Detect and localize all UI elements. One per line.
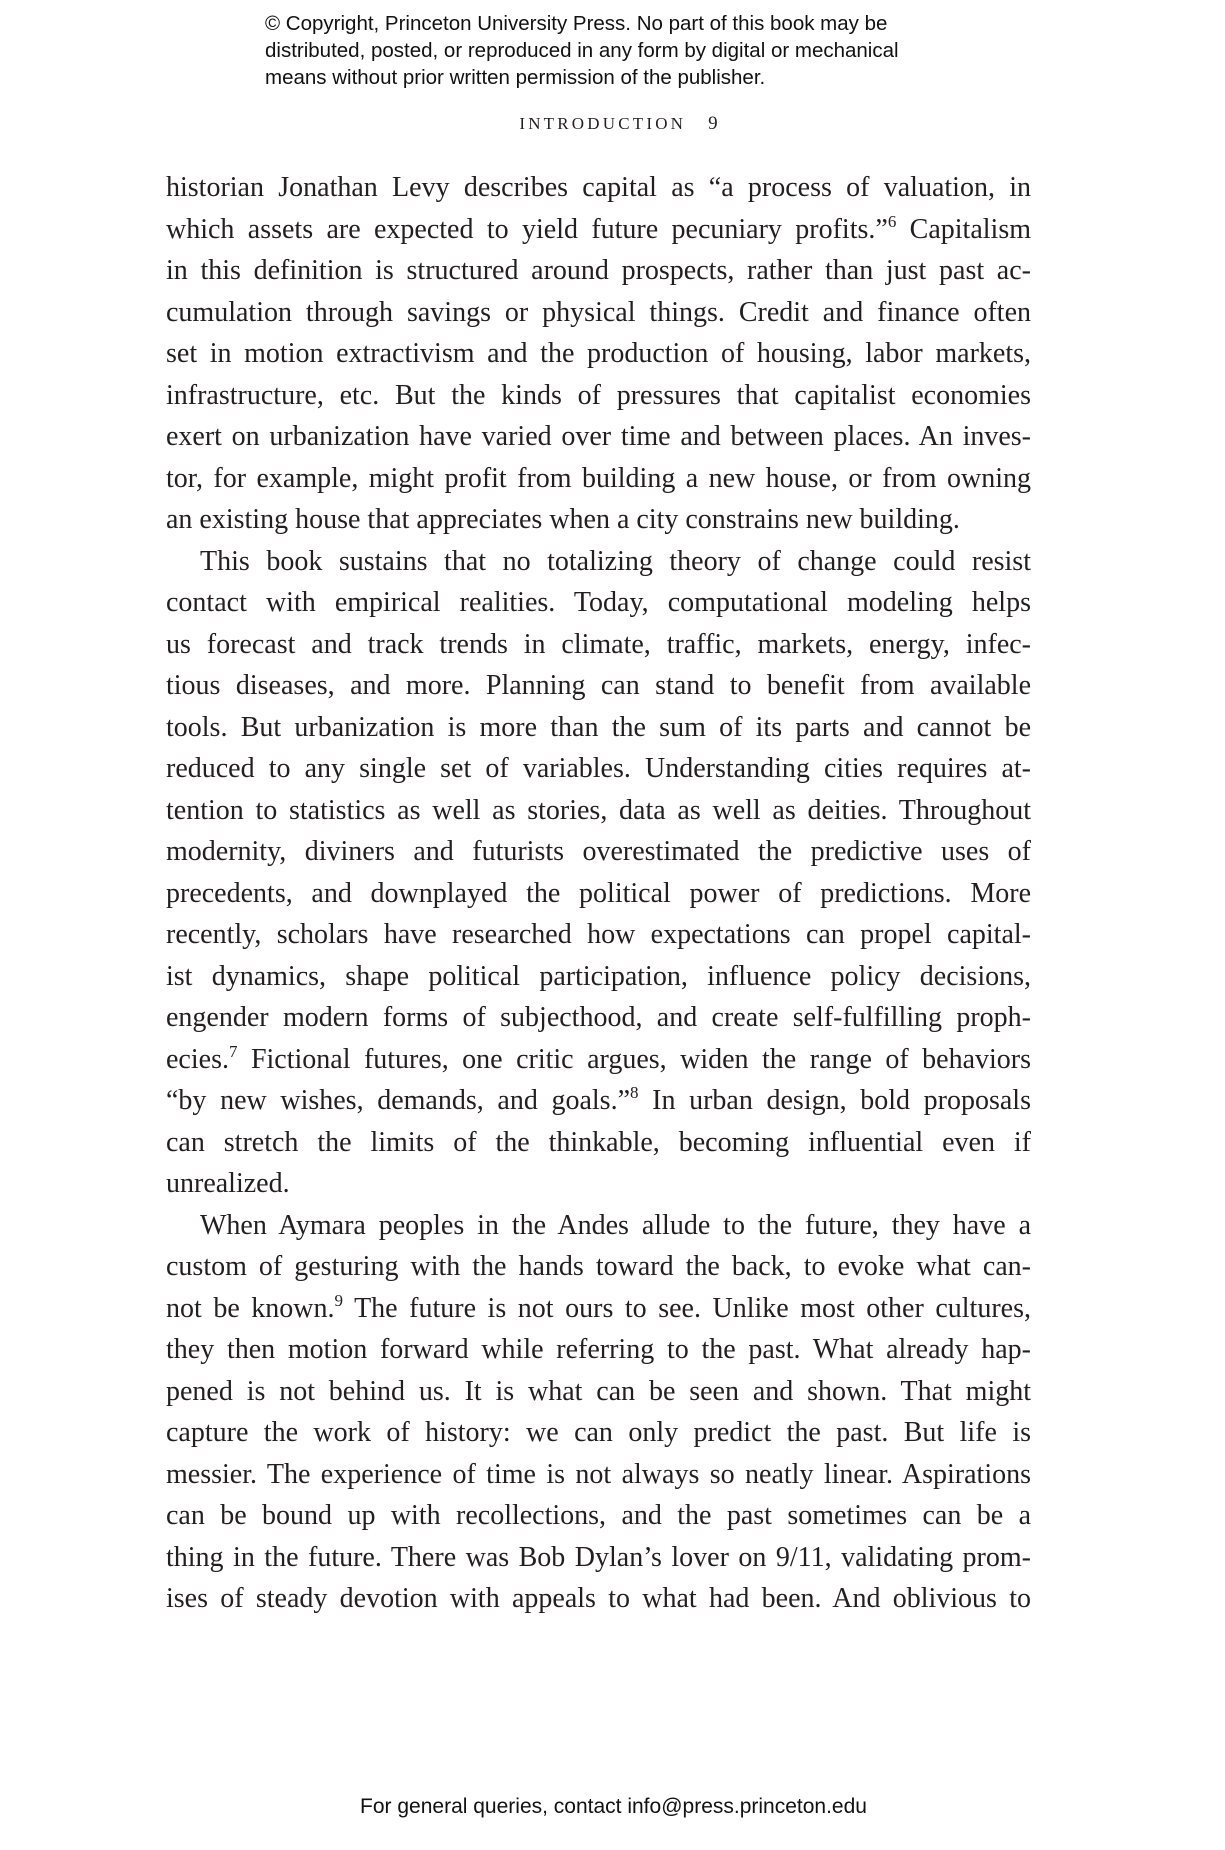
text-line: infrastructure, etc. But the kinds of pressures that capitalist economies <box>166 379 1031 411</box>
copyright-line: means without prior written permission of the publisher. <box>265 66 766 89</box>
text-line: modernity, diviners and futurists overestimated the predictive uses of <box>166 836 1031 867</box>
text-line: This book sustains that no totalizing theory of change could resist <box>200 545 1031 577</box>
text-line: tious diseases, and more. Planning can stand to benefit from available <box>166 670 1031 701</box>
text-line: ises of steady devotion with appeals to what had been. And oblivious to <box>166 1583 1031 1614</box>
text-line: contact with empirical realities. Today, computational modeling helps <box>166 587 1031 618</box>
text-line: pened is not behind us. It is what can be seen and shown. That might <box>166 1375 1031 1407</box>
paragraph <box>166 541 1031 1205</box>
text-line: engender modern forms of subjecthood, and create self-fulfilling proph- <box>166 1002 1031 1033</box>
paragraph <box>166 167 1031 541</box>
copyright-notice <box>265 10 1025 91</box>
text-line: tools. But urbanization is more than the sum of its parts and cannot be <box>166 711 1031 743</box>
text-line: tention to statistics as well as stories, data as well as deities. Throughout <box>166 794 1031 826</box>
text-line: When Aymara peoples in the Andes allude to the future, they have a <box>200 1209 1031 1241</box>
text-run: ecies. <box>166 1043 229 1075</box>
text-line: exert on urbanization have varied over time and between places. An inves- <box>166 421 1031 452</box>
footnote-ref: 8 <box>630 1083 639 1102</box>
text-line <box>166 1288 1031 1330</box>
text-run: The future is not ours to see. Unlike most other cultures, <box>343 1292 1031 1324</box>
text-line: cumulation through savings or physical things. Credit and finance often <box>166 296 1031 328</box>
text-line: in this definition is structured around prospects, rather than just past ac- <box>166 255 1031 286</box>
footnote-ref: 6 <box>887 211 897 231</box>
page-number: 9 <box>708 113 718 134</box>
running-head <box>0 113 1225 135</box>
text-line: can be bound up with recollections, and the past sometimes can be a <box>166 1500 1031 1531</box>
text-line: custom of gesturing with the hands toward the back, to evoke what can- <box>166 1251 1031 1282</box>
text-run: not be known. <box>166 1292 335 1324</box>
text-line <box>166 1080 1031 1122</box>
text-line: tor, for example, might profit from building a new house, or from owning <box>166 462 1031 494</box>
footer-contact: For general queries, contact info@press.princeton.edu <box>360 1795 867 1818</box>
text-line: historian Jonathan Levy describes capital as “a process of valuation, in <box>166 172 1031 203</box>
text-line: ist dynamics, shape political participation, influence policy decisions, <box>166 960 1031 992</box>
text-line: can stretch the limits of the thinkable, becoming influential even if <box>166 1126 1031 1158</box>
text-run: Fictional futures, one critic argues, widen the range of behaviors <box>237 1043 1031 1075</box>
chapter-title: INTRODUCTION <box>519 114 687 133</box>
text-line: recently, scholars have researched how expectations can propel capital- <box>166 919 1031 950</box>
text-line: thing in the future. There was Bob Dylan’s lover on 9/11, validating prom- <box>166 1541 1031 1573</box>
text-run: which assets are expected to yield future pecuniary profits.” <box>166 213 888 245</box>
text-line: unrealized. <box>166 1168 290 1199</box>
text-line: messier. The experience of time is not always so neatly linear. Aspirations <box>166 1458 1031 1490</box>
text-line: they then motion forward while referring to the past. What already hap- <box>166 1334 1031 1365</box>
text-line: reduced to any single set of variables. Understanding cities requires at- <box>166 753 1031 784</box>
text-run: Capitalism <box>896 213 1031 245</box>
body-text <box>166 167 1031 1620</box>
text-line: precedents, and downplayed the political power of predictions. More <box>166 877 1031 909</box>
footnote-ref: 7 <box>228 1041 238 1061</box>
text-run: “by new wishes, demands, and goals.” <box>166 1085 630 1116</box>
text-line: set in motion extractivism and the production of housing, labor markets, <box>166 338 1031 369</box>
paragraph <box>166 1205 1031 1620</box>
copyright-line: distributed, posted, or reproduced in any form by digital or mechanical <box>265 39 899 62</box>
copyright-line: © Copyright, Princeton University Press. No part of this book may be <box>265 12 888 35</box>
text-line: capture the work of history: we can only predict the past. But life is <box>166 1417 1031 1448</box>
text-line: us forecast and track trends in climate, traffic, markets, energy, infec- <box>166 628 1031 660</box>
text-line <box>166 209 1031 251</box>
text-line <box>166 1039 1031 1081</box>
footnote-ref: 9 <box>334 1290 344 1310</box>
text-line: an existing house that appreciates when a city constrains new building. <box>166 504 960 535</box>
text-run: In urban design, bold proposals <box>638 1085 1031 1116</box>
